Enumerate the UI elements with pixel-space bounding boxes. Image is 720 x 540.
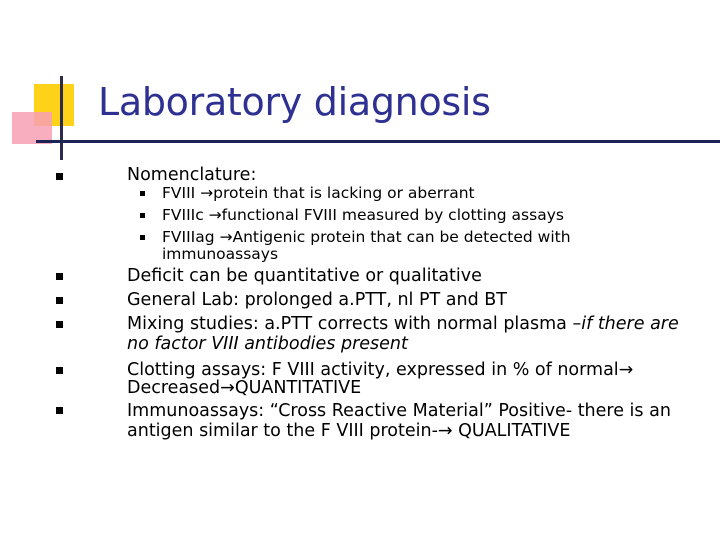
bullet-icon — [56, 273, 63, 280]
bullet-icon — [140, 235, 145, 240]
title-underline-rule — [36, 140, 720, 143]
sub-bullet-fviiiag-line2: immunoassays — [162, 245, 279, 263]
bullet-nomenclature: Nomenclature: — [127, 165, 257, 185]
bullet-icon — [140, 191, 145, 196]
bullet-icon — [56, 173, 63, 180]
bullet-deficit: Deficit can be quantitative or qualitative — [127, 266, 482, 286]
mixing-italic-text: if there are — [581, 314, 679, 334]
sub-bullet-fviiiag-line1: FVIIIag →Antigenic protein that can be detected with — [162, 228, 571, 246]
bullet-icon — [56, 297, 63, 304]
bullet-clotting-assays-line1: Clotting assays: F VIII activity, expressed in % of normal→ — [127, 360, 634, 380]
bullet-immunoassays-line1: Immunoassays: “Cross Reactive Material” Positive- there is an — [127, 401, 671, 421]
title-decoration-vertical-line — [60, 76, 63, 160]
bullet-icon — [56, 321, 63, 328]
bullet-icon — [140, 213, 145, 218]
bullet-mixing-studies-line2 — [127, 334, 408, 354]
mixing-italic-text-2: no factor VIII antibodies present — [127, 334, 408, 354]
slide-title: Laboratory diagnosis — [98, 80, 491, 124]
bullet-icon — [56, 407, 63, 414]
bullet-mixing-studies-line1 — [127, 314, 679, 334]
bullet-general-lab: General Lab: prolonged a.PTT, nl PT and BT — [127, 290, 507, 310]
mixing-text: Mixing studies: a.PTT corrects with normal plasma – — [127, 314, 582, 334]
bullet-immunoassays-line2: antigen similar to the F VIII protein-→ QUALITATIVE — [127, 421, 571, 441]
bullet-icon — [56, 367, 63, 374]
bullet-clotting-assays-line2: Decreased→QUANTITATIVE — [127, 378, 362, 398]
sub-bullet-fviiic: FVIIIc →functional FVIII measured by clotting assays — [162, 206, 564, 224]
sub-bullet-fviii: FVIII →protein that is lacking or aberrant — [162, 184, 475, 202]
